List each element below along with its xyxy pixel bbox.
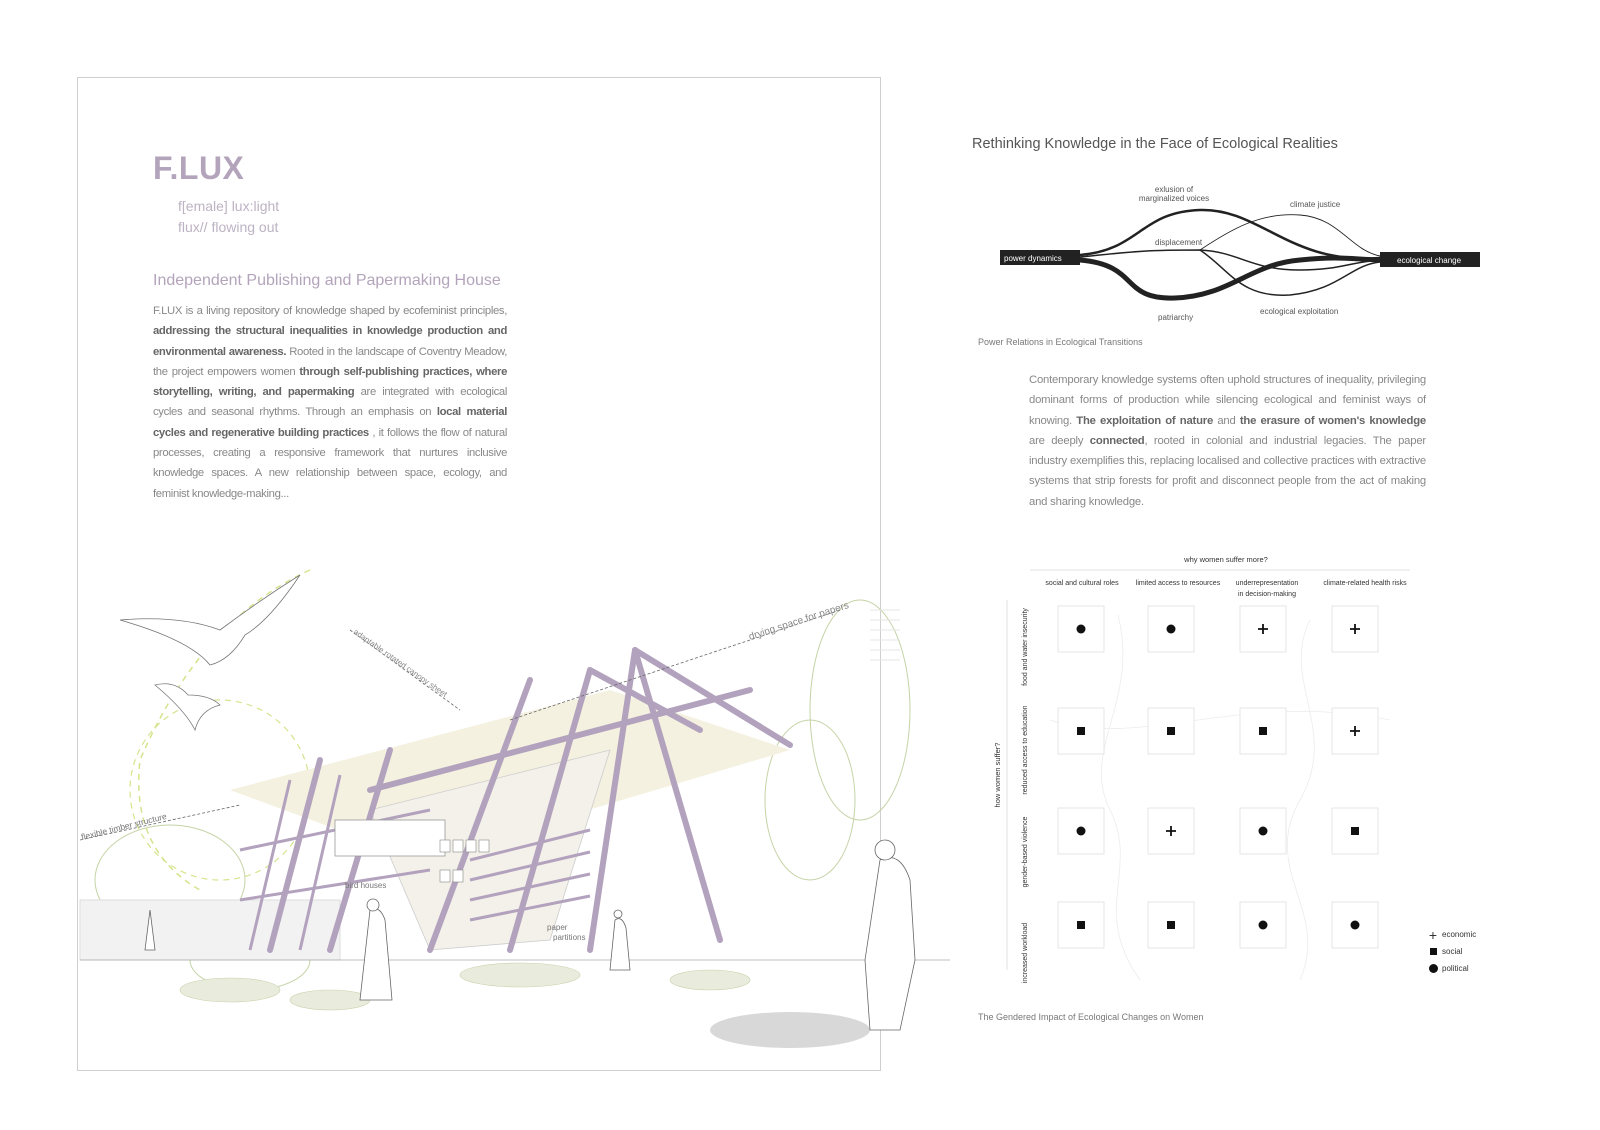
social-square-icon: [1167, 727, 1175, 735]
emphasis-text: local material cycles and regenerative building practices: [153, 406, 508, 439]
flow-exclusion: [1080, 210, 1380, 259]
intro-paragraph: [153, 301, 507, 504]
row-header-violence: gender-based violence: [1022, 816, 1029, 888]
social-square-icon: [1259, 727, 1267, 735]
legend-label-social: social: [1442, 947, 1463, 956]
political-circle-icon: [1077, 625, 1086, 634]
tagline-female-light: f[emale] lux:light: [178, 198, 280, 214]
body-text-run: Contemporary knowledge systems often uphold structures of inequality, privileging dominant forms of production while silencing ecological and feminist ways of knowing.: [1029, 374, 1426, 427]
column-header-health-risks: climate-related health risks: [1323, 580, 1407, 587]
body-text-run: , rooted in colonial and industrial legacies. The paper industry exemplifies this, replacing localised and collective practices with extractive systems that strip forests for profit and disconnect people from the act of making and sharing knowledge.: [1029, 434, 1426, 508]
annotation-bird-houses: bird houses: [345, 881, 387, 890]
row-header-food-water: food and water insecurity: [1022, 608, 1029, 686]
pavilion-illustration: [70, 560, 950, 1080]
bird-small-icon: [155, 684, 220, 730]
political-circle-icon: [1351, 921, 1360, 930]
annotation-paper: paper: [547, 923, 568, 932]
column-header-social-roles: social and cultural roles: [1045, 580, 1119, 587]
page-subtitle: Independent Publishing and Papermaking House: [153, 272, 501, 289]
plus-icon: +: [1428, 926, 1438, 943]
flow-label-climate-justice: climate justice: [1290, 200, 1341, 209]
body-text-run: F.LUX is a living repository of knowledge shaped by ecofeminist principles,: [153, 305, 507, 317]
caption-power-relations: Power Relations in Ecological Transitions: [978, 337, 1143, 347]
flow-label-patriarchy: patriarchy: [1158, 313, 1194, 322]
bird-large-icon: [120, 575, 300, 665]
column-header-limited-access: limited access to resources: [1135, 580, 1221, 587]
legend-row-social: [1424, 943, 1476, 960]
annotation-partitions: partitions: [553, 933, 586, 942]
row-header-education: reduced access to education: [1022, 705, 1029, 795]
matrix-side-title: how women suffer?: [993, 742, 1002, 808]
flow-target-label: ecological change: [1397, 256, 1462, 265]
social-square-icon: [1077, 921, 1085, 929]
square-icon: [1424, 948, 1442, 955]
body-text-run: Rooted in the landscape of Coventry Meadow, the project empowers women: [153, 345, 508, 378]
brand-title: F.LUX: [153, 150, 245, 186]
emphasis-text: through self-publishing practices, where storytelling, writing, and papermaking: [153, 365, 507, 399]
social-square-icon: [1351, 827, 1359, 835]
column-header-decision-making: in decision-making: [1238, 591, 1296, 598]
flow-source-label: power dynamics: [1004, 254, 1062, 263]
political-circle-icon: [1077, 827, 1086, 836]
emphasis-text: the erasure of women's knowledge: [1239, 414, 1426, 427]
legend-label-economic: economic: [1442, 930, 1477, 939]
emphasis-text: addressing the structural inequalities in knowledge production and environmental awareness.: [153, 325, 507, 358]
column-header-underrepresentation: underrepresentation: [1235, 580, 1299, 587]
annotation-canopy: adaptable rotated canopy sheet: [351, 627, 449, 699]
political-circle-icon: [1167, 625, 1176, 634]
tree-canopy-right-2: [765, 720, 855, 880]
person-shadow: [710, 1012, 870, 1048]
flow-label-ecological-exploitation: ecological exploitation: [1260, 307, 1339, 316]
power-relations-flow-diagram: [1000, 180, 1480, 330]
flow-label-exclusion-2: marginalized voices: [1138, 194, 1210, 203]
flow-climate-justice: [1200, 215, 1380, 256]
background-building: [80, 900, 340, 960]
political-circle-icon: [1259, 921, 1268, 930]
section-title: Rethinking Knowledge in the Face of Ecological Realities: [972, 136, 1338, 152]
tagline-flowing-out: flux// flowing out: [178, 219, 279, 235]
annotation-drying-space: drying space for papers: [747, 600, 851, 643]
impact-matrix: [990, 550, 1420, 990]
matrix-legend: [1424, 926, 1476, 977]
body-text-run: are integrated with ecological cycles and seasonal rhythms. Through an emphasis on: [153, 386, 507, 419]
social-square-icon: [1077, 727, 1085, 735]
body-text-run: , it follows the flow of natural processes, creating a responsive framework that nurtures inclusive knowledge spaces. A new relationship between space, ecology, and feminist knowledge-making...: [153, 426, 508, 500]
legend-row-economic: [1424, 926, 1476, 943]
flow-label-exclusion-1: exlusion of: [1154, 185, 1194, 194]
emphasis-text: connected: [1089, 434, 1145, 447]
body-paragraph: [1029, 370, 1426, 512]
flow-patriarchy: [1080, 258, 1380, 298]
matrix-top-title: why women suffer more?: [1184, 555, 1268, 564]
body-text-run: and: [1213, 414, 1240, 427]
body-text-run: are deeply: [1029, 434, 1090, 447]
upper-deck: [335, 820, 445, 856]
annotation-timber: flexible timber structure: [80, 810, 168, 842]
person-foreground-icon: [865, 858, 915, 1031]
person-woman-icon: [360, 909, 392, 1000]
legend-label-political: political: [1442, 964, 1469, 973]
circle-icon: [1424, 964, 1442, 973]
social-square-icon: [1167, 921, 1175, 929]
political-circle-icon: [1259, 827, 1268, 836]
tree-canopy-right: [810, 600, 910, 820]
caption-gendered-impact: The Gendered Impact of Ecological Changes on Women: [978, 1012, 1204, 1022]
emphasis-text: The exploitation of nature: [1076, 414, 1214, 427]
legend-row-political: [1424, 960, 1476, 977]
person-child-icon: [610, 919, 630, 970]
row-header-workload: increased workload: [1022, 922, 1029, 984]
flow-label-displacement: displacement: [1155, 238, 1203, 247]
